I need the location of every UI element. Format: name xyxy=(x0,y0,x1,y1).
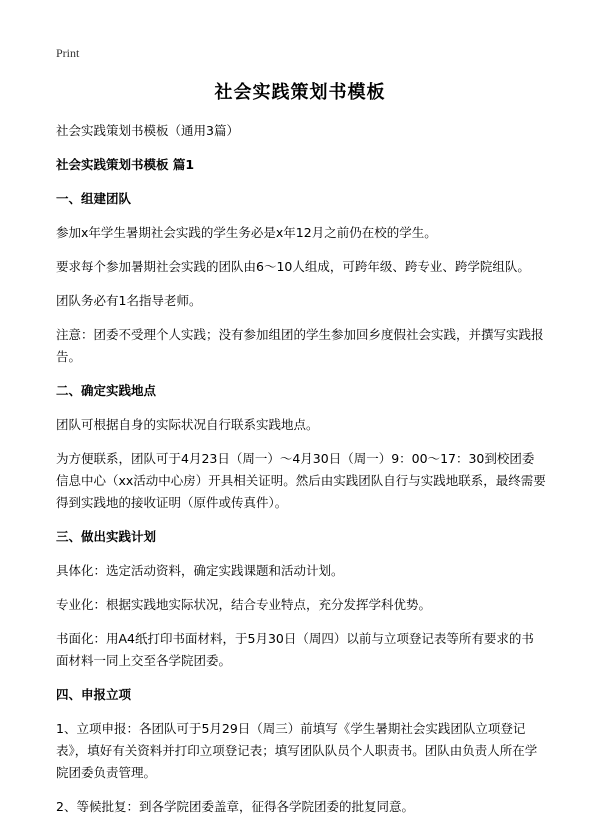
section-heading: 四、申报立项 xyxy=(56,687,132,702)
page-title: 社会实践策划书模板 xyxy=(214,82,386,103)
paragraph: 1、立项申报：各团队可于5月29日（周三）前填写《学生暑期社会实践团队立项登记表》，填好有关资料并打印立项登记表；填写团队队员个人职责书。团队由负责人所在学院团委负责管理。 xyxy=(56,721,538,780)
paragraph: 团队务必有1名指导老师。 xyxy=(56,293,202,308)
paragraph: 具体化：选定活动资料，确定实践课题和活动计划。 xyxy=(56,563,344,578)
section-heading: 二、确定实践地点 xyxy=(56,383,157,398)
paragraph: 专业化：根据实践地实际状况，结合专业特点，充分发挥学科优势。 xyxy=(56,597,432,612)
paragraph: 书面化：用A4纸打印书面材料，于5月30日（周四）以前与立项登记表等所有要求的书面材料一同上交至各学院团委。 xyxy=(56,631,534,668)
section-heading: 一、组建团队 xyxy=(56,191,132,206)
paragraph: 团队可根据自身的实际状况自行联系实践地点。 xyxy=(56,417,319,432)
section-heading: 三、做出实践计划 xyxy=(56,529,157,544)
paragraph: 注意：团委不受理个人实践；没有参加组团的学生参加回乡度假社会实践，并撰写实践报告。 xyxy=(56,327,544,364)
document-body xyxy=(56,120,546,830)
paragraph: 要求每个参加暑期社会实践的团队由6～10人组成，可跨年级、跨专业、跨学院组队。 xyxy=(56,259,530,274)
chapter-title: 社会实践策划书模板 篇1 xyxy=(56,157,195,172)
document-subtitle: 社会实践策划书模板（通用3篇） xyxy=(56,123,239,138)
paragraph: 参加x年学生暑期社会实践的学生务必是x年12月之前仍在校的学生。 xyxy=(56,225,437,240)
print-link[interactable]: Print xyxy=(56,46,80,60)
paragraph: 为方便联系，团队可于4月23日（周一）～4月30日（周一）9：00～17：30到校团委信息中心（xx活动中心房）开具相关证明。然后由实践团队自行与实践地联系，最终需要得到实践地的接收证明（原件或传真件）。 xyxy=(56,451,546,510)
paragraph: 2、等候批复：到各学院团委盖章，征得各学院团委的批复同意。 xyxy=(56,799,414,814)
